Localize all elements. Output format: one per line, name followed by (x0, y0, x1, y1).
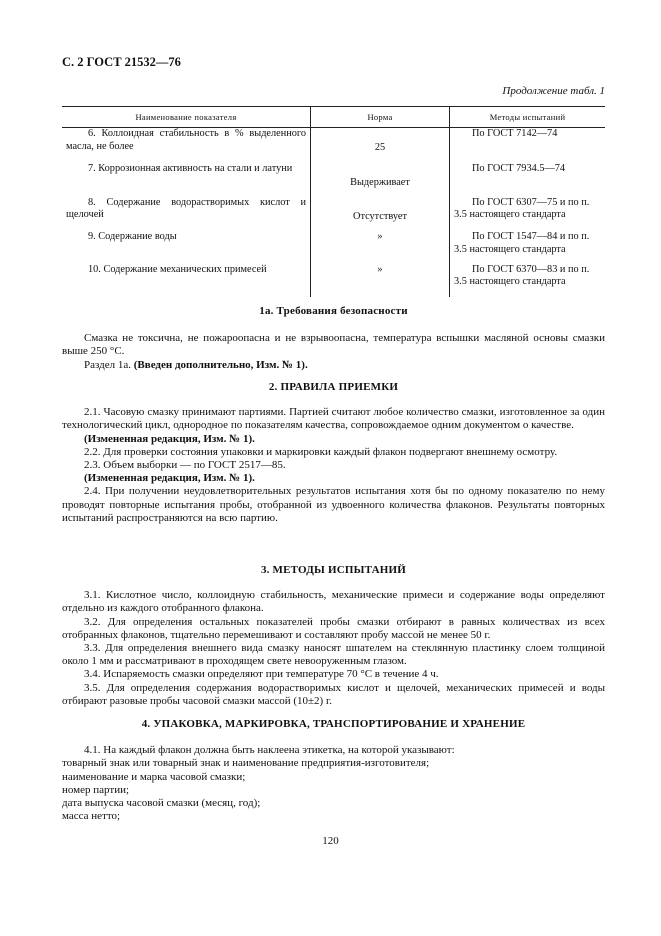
norm-value: » (377, 231, 383, 243)
norm-value: Выдерживает (350, 176, 410, 188)
paragraph: 3.1. Кислотное число, коллоидную стабильность, механические примеси и содержание воды определяют отдельно из каждого отобранного флакона. (62, 589, 605, 615)
indicator-name: 9. Содержание воды (88, 231, 177, 243)
list-item: дата выпуска часовой смазки (месяц, год); (62, 796, 261, 809)
section-packaging (62, 718, 605, 823)
paragraph: 2.1. Часовую смазку принимают партиями. Партией считают любое количество смазки, изготовленное за один технологический цикл, однородное по показателям качества, сопровождаемое одним документом о качестве. (62, 406, 605, 432)
column-header: Методы испытаний (450, 107, 606, 128)
paragraph: 3.4. Испаряемость смазки определяют при температуре 70 °С в течение 4 ч. (84, 668, 439, 681)
table-row (62, 264, 605, 297)
list-item: наименование и марка часовой смазки; (62, 770, 246, 783)
amendment-prefix: Раздел 1а. (84, 358, 131, 371)
paragraph: 3.3. Для определения внешнего вида смазку наносят шпателем на стеклянную пластинку слоем толщиной около 1 мм и рассматривают в проходящем свете невооруженным глазом. (62, 641, 605, 668)
section-title: 4. УПАКОВКА, МАРКИРОВКА, ТРАНСПОРТИРОВАНИЕ И ХРАНЕНИЕ (141, 718, 526, 730)
paragraph: Смазка не токсична, не пожароопасна и не взрывоопасна, температура вспышки масляной основы смазки выше 250 °С. (62, 332, 605, 358)
table-continuation-note: Продолжение табл. 1 (502, 85, 605, 97)
table-header-row (62, 107, 605, 128)
test-method: По ГОСТ 6307—75 и по п. 3.5 настоящего стандарта (454, 196, 590, 221)
amendment-note: (Введен дополнительно, Изм. № 1). (133, 358, 308, 371)
section-test-methods (62, 564, 605, 708)
section-title: 2. ПРАВИЛА ПРИЕМКИ (268, 381, 399, 393)
column-header: Норма (311, 107, 450, 128)
column-header: Наименование показателя (62, 107, 311, 128)
page-number: 120 (322, 835, 339, 847)
test-method: По ГОСТ 6370—83 и по п. 3.5 настоящего стандарта (454, 263, 590, 288)
table-row (62, 197, 605, 231)
section-title: 3. МЕТОДЫ ИСПЫТАНИЙ (260, 564, 407, 576)
norm-value: 25 (374, 142, 386, 154)
indicator-name: 10. Содержание механических примесей (88, 263, 267, 275)
amendment-note: (Измененная редакция, Изм. № 1). (84, 432, 255, 445)
paragraph: 2.2. Для проверки состояния упаковки и маркировки каждый флакон подвергают внешнему осмотру. (84, 445, 558, 458)
table-row (62, 128, 605, 163)
section-safety (62, 305, 605, 372)
list-item: масса нетто; (62, 810, 121, 823)
page-header: С. 2 ГОСТ 21532—76 (62, 55, 181, 69)
test-method: По ГОСТ 7934.5—74 (472, 162, 566, 174)
paragraph: 3.2. Для определения остальных показателей пробы смазки отбирают в равных количествах из всех отобранных флаконов, тщательно перемешивают и составляют пробу массой не менее 50 г. (62, 615, 605, 641)
norm-value: Отсутствует (353, 210, 407, 222)
indicator-name: 8. Содержание водорастворимых кислот и щелочей (66, 196, 306, 221)
paragraph-amendment (62, 359, 605, 372)
paragraph: 2.4. При получении неудовлетворительных результатов испытания хотя бы по одному показателю по нему проводят повторные испытания пробы, отобранной из удвоенного количества флаконов. Результаты повторных испытаний распространяются на всю партию. (62, 485, 605, 524)
table-row (62, 163, 605, 197)
list-item: 4.1. На каждый флакон должна быть наклеена этикетка, на которой указывают: (84, 744, 455, 757)
indicator-name: 6. Коллоидная стабильность в % выделенного масла, не более (66, 128, 306, 152)
indicator-name: 7. Коррозионная активность на стали и латуни (88, 162, 293, 174)
paragraph: 2.3. Объем выборки — по ГОСТ 2517—85. (84, 458, 286, 471)
norm-value: » (377, 263, 383, 275)
label-requirements-list (62, 744, 605, 823)
list-item: номер партии; (62, 783, 130, 796)
table-row (62, 231, 605, 264)
section-title: 1а. Требования безопасности (259, 305, 408, 317)
list-item: товарный знак или товарный знак и наименование предприятия-изготовителя; (62, 757, 430, 770)
amendment-note: (Измененная редакция, Изм. № 1). (84, 472, 255, 485)
test-method: По ГОСТ 1547—84 и по п. 3.5 настоящего стандарта (454, 231, 590, 255)
specification-table (62, 106, 605, 297)
test-method: По ГОСТ 7142—74 (472, 128, 558, 140)
paragraph: 3.5. Для определения содержания водорастворимых кислот и щелочей, механических примесей и воды отбирают разовые пробы часовой смазки массой (10±2) г. (62, 681, 605, 707)
section-acceptance-rules (62, 381, 605, 525)
